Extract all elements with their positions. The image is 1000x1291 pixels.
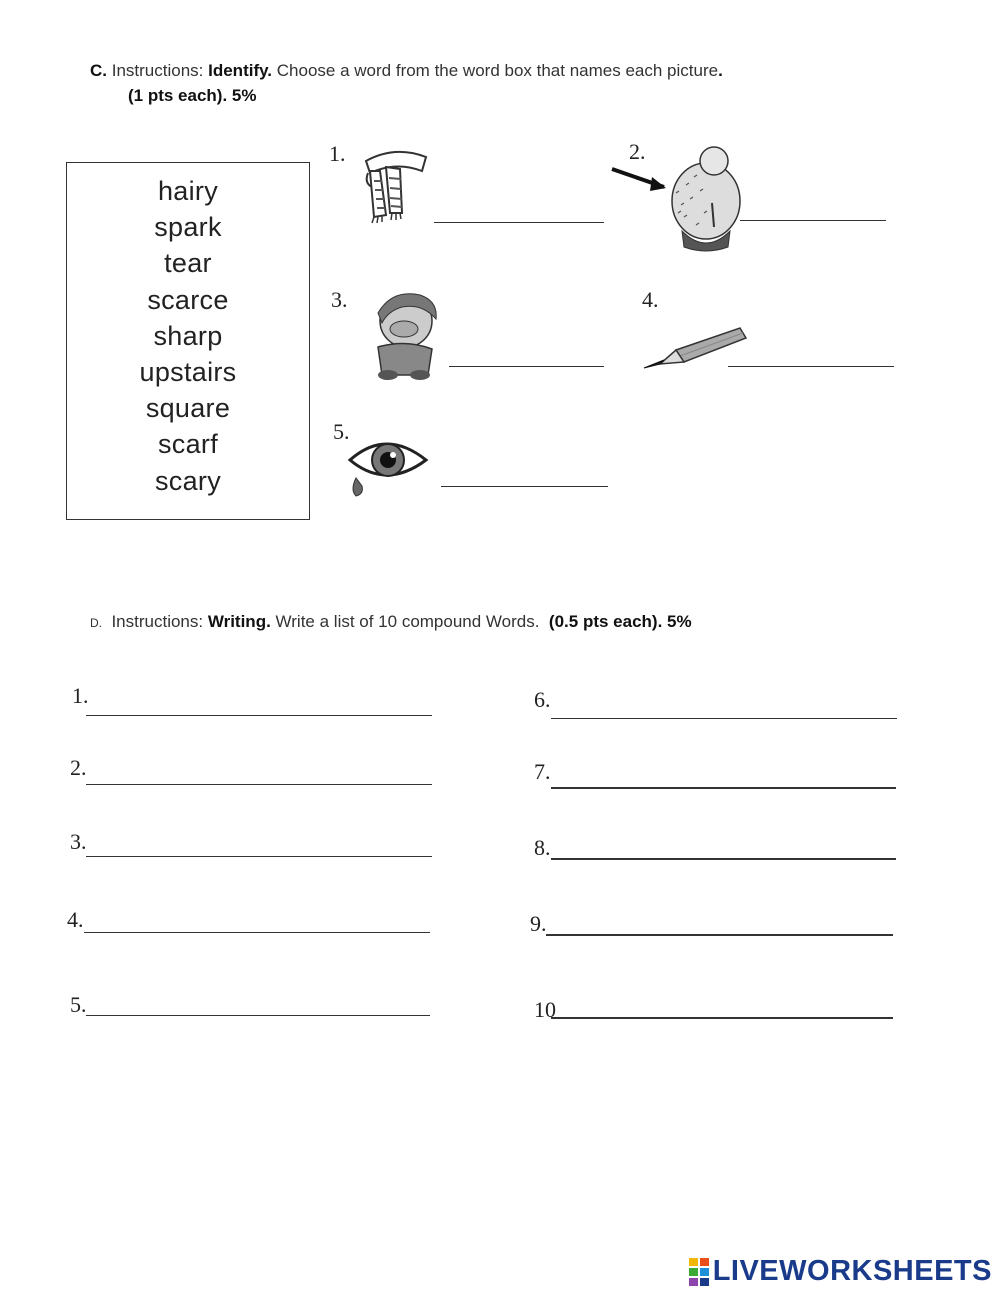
scarf-icon	[356, 143, 434, 225]
list-number-10: 10	[534, 997, 556, 1022]
word-box-item: scary	[154, 465, 221, 496]
section-c-prefix: Instructions:	[111, 61, 204, 80]
answer-line-1[interactable]	[434, 222, 604, 223]
answer-line-4[interactable]	[728, 366, 894, 367]
compound-word-line-6[interactable]	[551, 718, 897, 719]
picture-number: 4.	[642, 287, 659, 312]
answer-line-5[interactable]	[441, 486, 608, 487]
section-d-text: Write a list of 10 compound Words.	[275, 612, 540, 631]
compound-word-line-3[interactable]	[86, 856, 432, 857]
section-d-keyword: Writing.	[207, 612, 271, 631]
compound-word-line-9[interactable]	[546, 934, 893, 936]
list-number-5: 5.	[70, 992, 87, 1017]
compound-word-line-7[interactable]	[551, 787, 896, 789]
list-number-1: 1.	[72, 683, 89, 708]
list-number-6: 6.	[534, 687, 551, 712]
crying-girl-icon	[358, 283, 450, 383]
picture-number: 3.	[331, 287, 348, 312]
section-c-period: .	[718, 61, 723, 80]
section-c-keyword: Identify.	[208, 61, 273, 80]
picture-number: 2.	[629, 139, 646, 164]
list-number-4: 4.	[67, 907, 84, 932]
compound-word-line-4[interactable]	[84, 932, 430, 933]
liveworksheets-logo	[688, 1255, 992, 1288]
compound-word-line-1[interactable]	[86, 715, 432, 716]
section-d-prefix: Instructions:	[111, 612, 204, 631]
word-box-item: tear	[164, 248, 212, 279]
compound-word-line-10[interactable]	[551, 1017, 893, 1019]
word-box-item: upstairs	[139, 357, 237, 388]
section-c-points: (1 pts each). 5%	[128, 86, 257, 105]
compound-word-line-8[interactable]	[551, 858, 896, 860]
compound-word-line-5[interactable]	[86, 1015, 430, 1016]
word-box	[66, 162, 310, 520]
compound-word-line-2[interactable]	[86, 784, 432, 785]
section-c-instructions	[90, 61, 723, 81]
eye-tear-icon	[342, 432, 432, 502]
word-box-item: sharp	[153, 320, 223, 351]
list-number-3: 3.	[70, 829, 87, 854]
word-box-item: spark	[154, 212, 222, 243]
list-number-8: 8.	[534, 835, 551, 860]
picture-number: 1.	[329, 141, 346, 166]
answer-line-2[interactable]	[740, 220, 886, 221]
section-c-letter: C.	[90, 61, 107, 80]
word-box-item: square	[145, 393, 231, 424]
word-box-item: scarce	[147, 284, 229, 315]
list-number-9: 9.	[530, 911, 547, 936]
list-number-7: 7.	[534, 759, 551, 784]
word-box-item: scarf	[157, 429, 218, 460]
section-c-text: Choose a word from the word box that names each picture	[276, 61, 719, 80]
section-d-instructions	[90, 612, 692, 632]
hairy-man-icon	[606, 143, 746, 253]
list-number-2: 2.	[70, 755, 87, 780]
liveworksheets-logo-icon	[688, 1257, 710, 1287]
picture-number: 5.	[333, 419, 350, 444]
brand-name: LIVEWORKSHEETS	[712, 1255, 992, 1287]
section-d-points: (0.5 pts each). 5%	[548, 612, 692, 631]
section-d-letter: D.	[90, 616, 102, 630]
word-box-item: hairy	[157, 176, 219, 206]
answer-line-3[interactable]	[449, 366, 604, 367]
